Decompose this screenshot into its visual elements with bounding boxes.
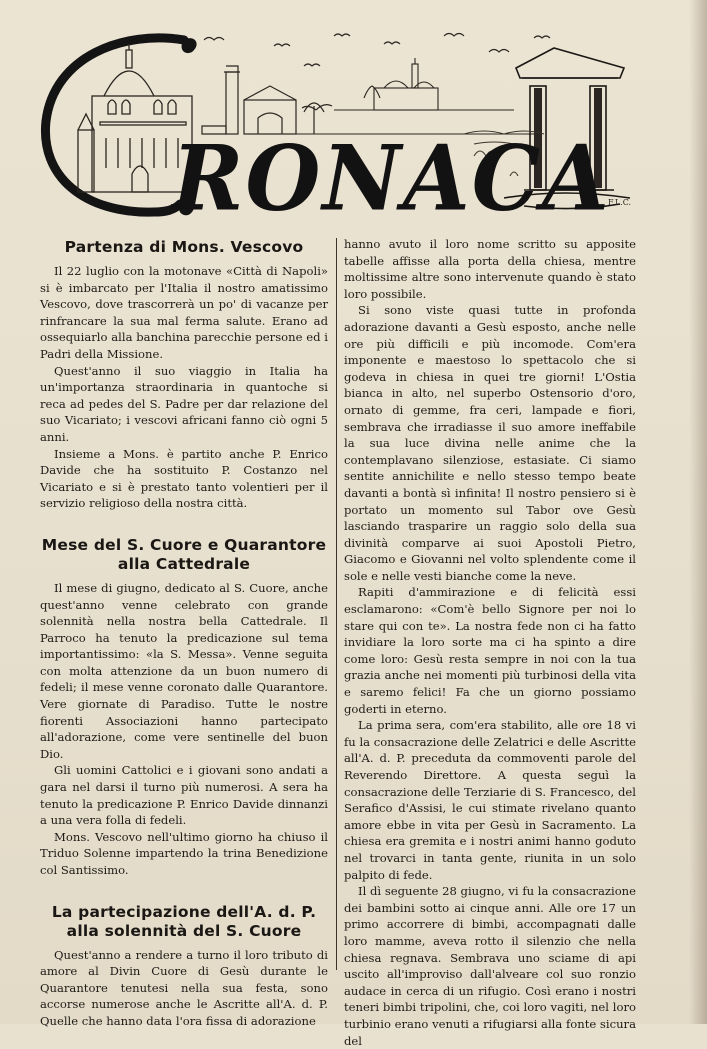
- article-paragraph: Quest'anno a rendere a turno il loro tributo di amore al Divin Cuore di Gesù durante le Quarantore tenutesi nella sua festa, sono accorse numerose anche le Ascritte all'A. d. P. Quelle che hanno data l'ora fissa di adorazione: [40, 947, 328, 1028]
- article-paragraph: hanno avuto il loro nome scritto su apposite tabelle affisse alla porta della chiesa, mentre moltissime altre sono intervenute quando è stato loro possibile.: [344, 237, 636, 301]
- column-divider: [336, 238, 337, 970]
- illustrator-signature: F.L.C.: [608, 198, 632, 207]
- article-paragraph: Insieme a Mons. è partito anche P. Enrico Davide che ha sostituito P. Costanzo nel Vicariato e si è prestato tanto volentieri per il servizio religioso della nostra città.: [40, 446, 328, 511]
- masthead-title-initial: [42, 22, 184, 200]
- cronaca-masthead: [34, 26, 634, 232]
- left-column: [40, 236, 328, 1030]
- masthead-title: [34, 26, 634, 232]
- article-paragraph: Si sono viste quasi tutte in profonda adorazione davanti a Gesù esposto, anche nelle ore più difficili e più incomode. Com'era imponente e maestoso lo spettacolo che si godeva in chiesa in quei tre giorni! L'Ostia bianca in alto, nel superbo Ostensorio d'oro, ornato di gemme, fra ceri, lampade e fiori, sembrava che irradiasse il suo amore ineffabile la sua luce divina nelle anime che la contemplavano silenziose, estasiate. Ci siamo sentite annichilite e nello stesso tempo beate davanti a bontà sì infinita! Il nostro pensiero si è portato un momento sul Tabor ove Gesù lasciando trasparire un raggio solo della sua divinità comparve ai suoi Apostoli Pietro, Giacomo e Giovanni nel volto splendente come il sole e nelle vesti bianche come la neve.: [344, 303, 636, 583]
- article-paragraph: Quest'anno il suo viaggio in Italia ha un'importanza straordinaria in quantoche si reca ad pedes del S. Padre per dar relazione del suo Vicariato; i vescovi africani fanno ciò ogni 5 anni.: [40, 363, 328, 444]
- article-paragraph: La prima sera, com'era stabilito, alle ore 18 vi fu la consacrazione delle Zelatrici e delle Ascritte all'A. d. P. preceduta da commoventi parole del Reverendo Direttore. A questa seguì la consacrazione delle Terziarie di S. Francesco, del Serafico d'Assisi, le cui stimate rivelano quanto amore ebbe in vita per Gesù in Sacramento. La chiesa era gremita e i nostri animi hanno goduto nel trovarci in tanta gente, riunita in un solo palpito di fede.: [344, 718, 636, 882]
- article-paragraph: Il mese di giugno, dedicato al S. Cuore, anche quest'anno venne celebrato con grande solennità nella nostra bella Cattedrale. Il Parroco ha tenuto la predicazione sul tema importantissimo: «la S. Messa». Venne seguita con molta attenzione da un buon numero di fedeli; il mese venne coronato dalle Quarantore. Vere giornate di Paradiso. Tutte le nostre fiorenti Associazioni hanno partecipato all'adorazione, come vere sentinelle del buon Dio.: [40, 580, 328, 761]
- article-paragraph: Gli uomini Cattolici e i giovani sono andati a gara nel darsi il turno più numerosi. A sera ha tenuto la predicazione P. Enrico Davide dinnanzi a una vera folla di fedeli.: [40, 763, 328, 828]
- article-paragraph: Il dì seguente 28 giugno, vi fu la consacrazione dei bambini sotto ai cinque anni. Alle ore 17 un primo accorrere di bimbi, accompagnati dalle loro mamme, aveva rotto il silenzio che nella chiesa regnava. Sembrava uno sciame di api uscito all'improviso dall'alveare col suo ronzio audace in cerca di un rifugio. Così erano i nostri teneri bimbi tripolini, che, coi loro vagiti, nel loro turbinio erano venuti a rifugiarsi alla fonte sicura del: [344, 884, 636, 1048]
- page-edge-shadow: [689, 0, 707, 1024]
- article-paragraph: Il 22 luglio con la motonave «Città di Napoli» si è imbarcato per l'Italia il nostro amatissimo Vescovo, dove trascorrerà un po' di vacanze per rinfrancare la sua mal ferma salute. Erano ad ossequiarlo alla banchina parecchie persone ed i Padri della Missione.: [40, 264, 328, 361]
- section-heading-partenza: Partenza di Mons. Vescovo: [64, 238, 304, 256]
- article-paragraph: Mons. Vescovo nell'ultimo giorno ha chiuso il Triduo Solenne impartendo la trina Benedizione col Santissimo.: [40, 829, 328, 877]
- section-heading-mese-sacro-cuore: Mese del S. Cuore e Quarantore alla Cattedrale: [41, 535, 327, 573]
- masthead-title-text: RONACA: [172, 125, 611, 232]
- right-column: [344, 236, 636, 1049]
- section-heading-partecipazione-adp: La partecipazione dell'A. d. P. alla solennità del S. Cuore: [51, 902, 317, 940]
- article-paragraph: Rapiti d'ammirazione e di felicità essi esclamarono: «Com'è bello Signore per noi lo stare qui con te». La nostra fede non ci ha fatto invidiare la loro sorte ma ci ha spinto a dire come loro: Gesù resta sempre in noi con la tua grazia anche nei momenti più turbinosi della vita e saremo felici! Fa che un giorno possiamo goderti in eterno.: [344, 585, 636, 716]
